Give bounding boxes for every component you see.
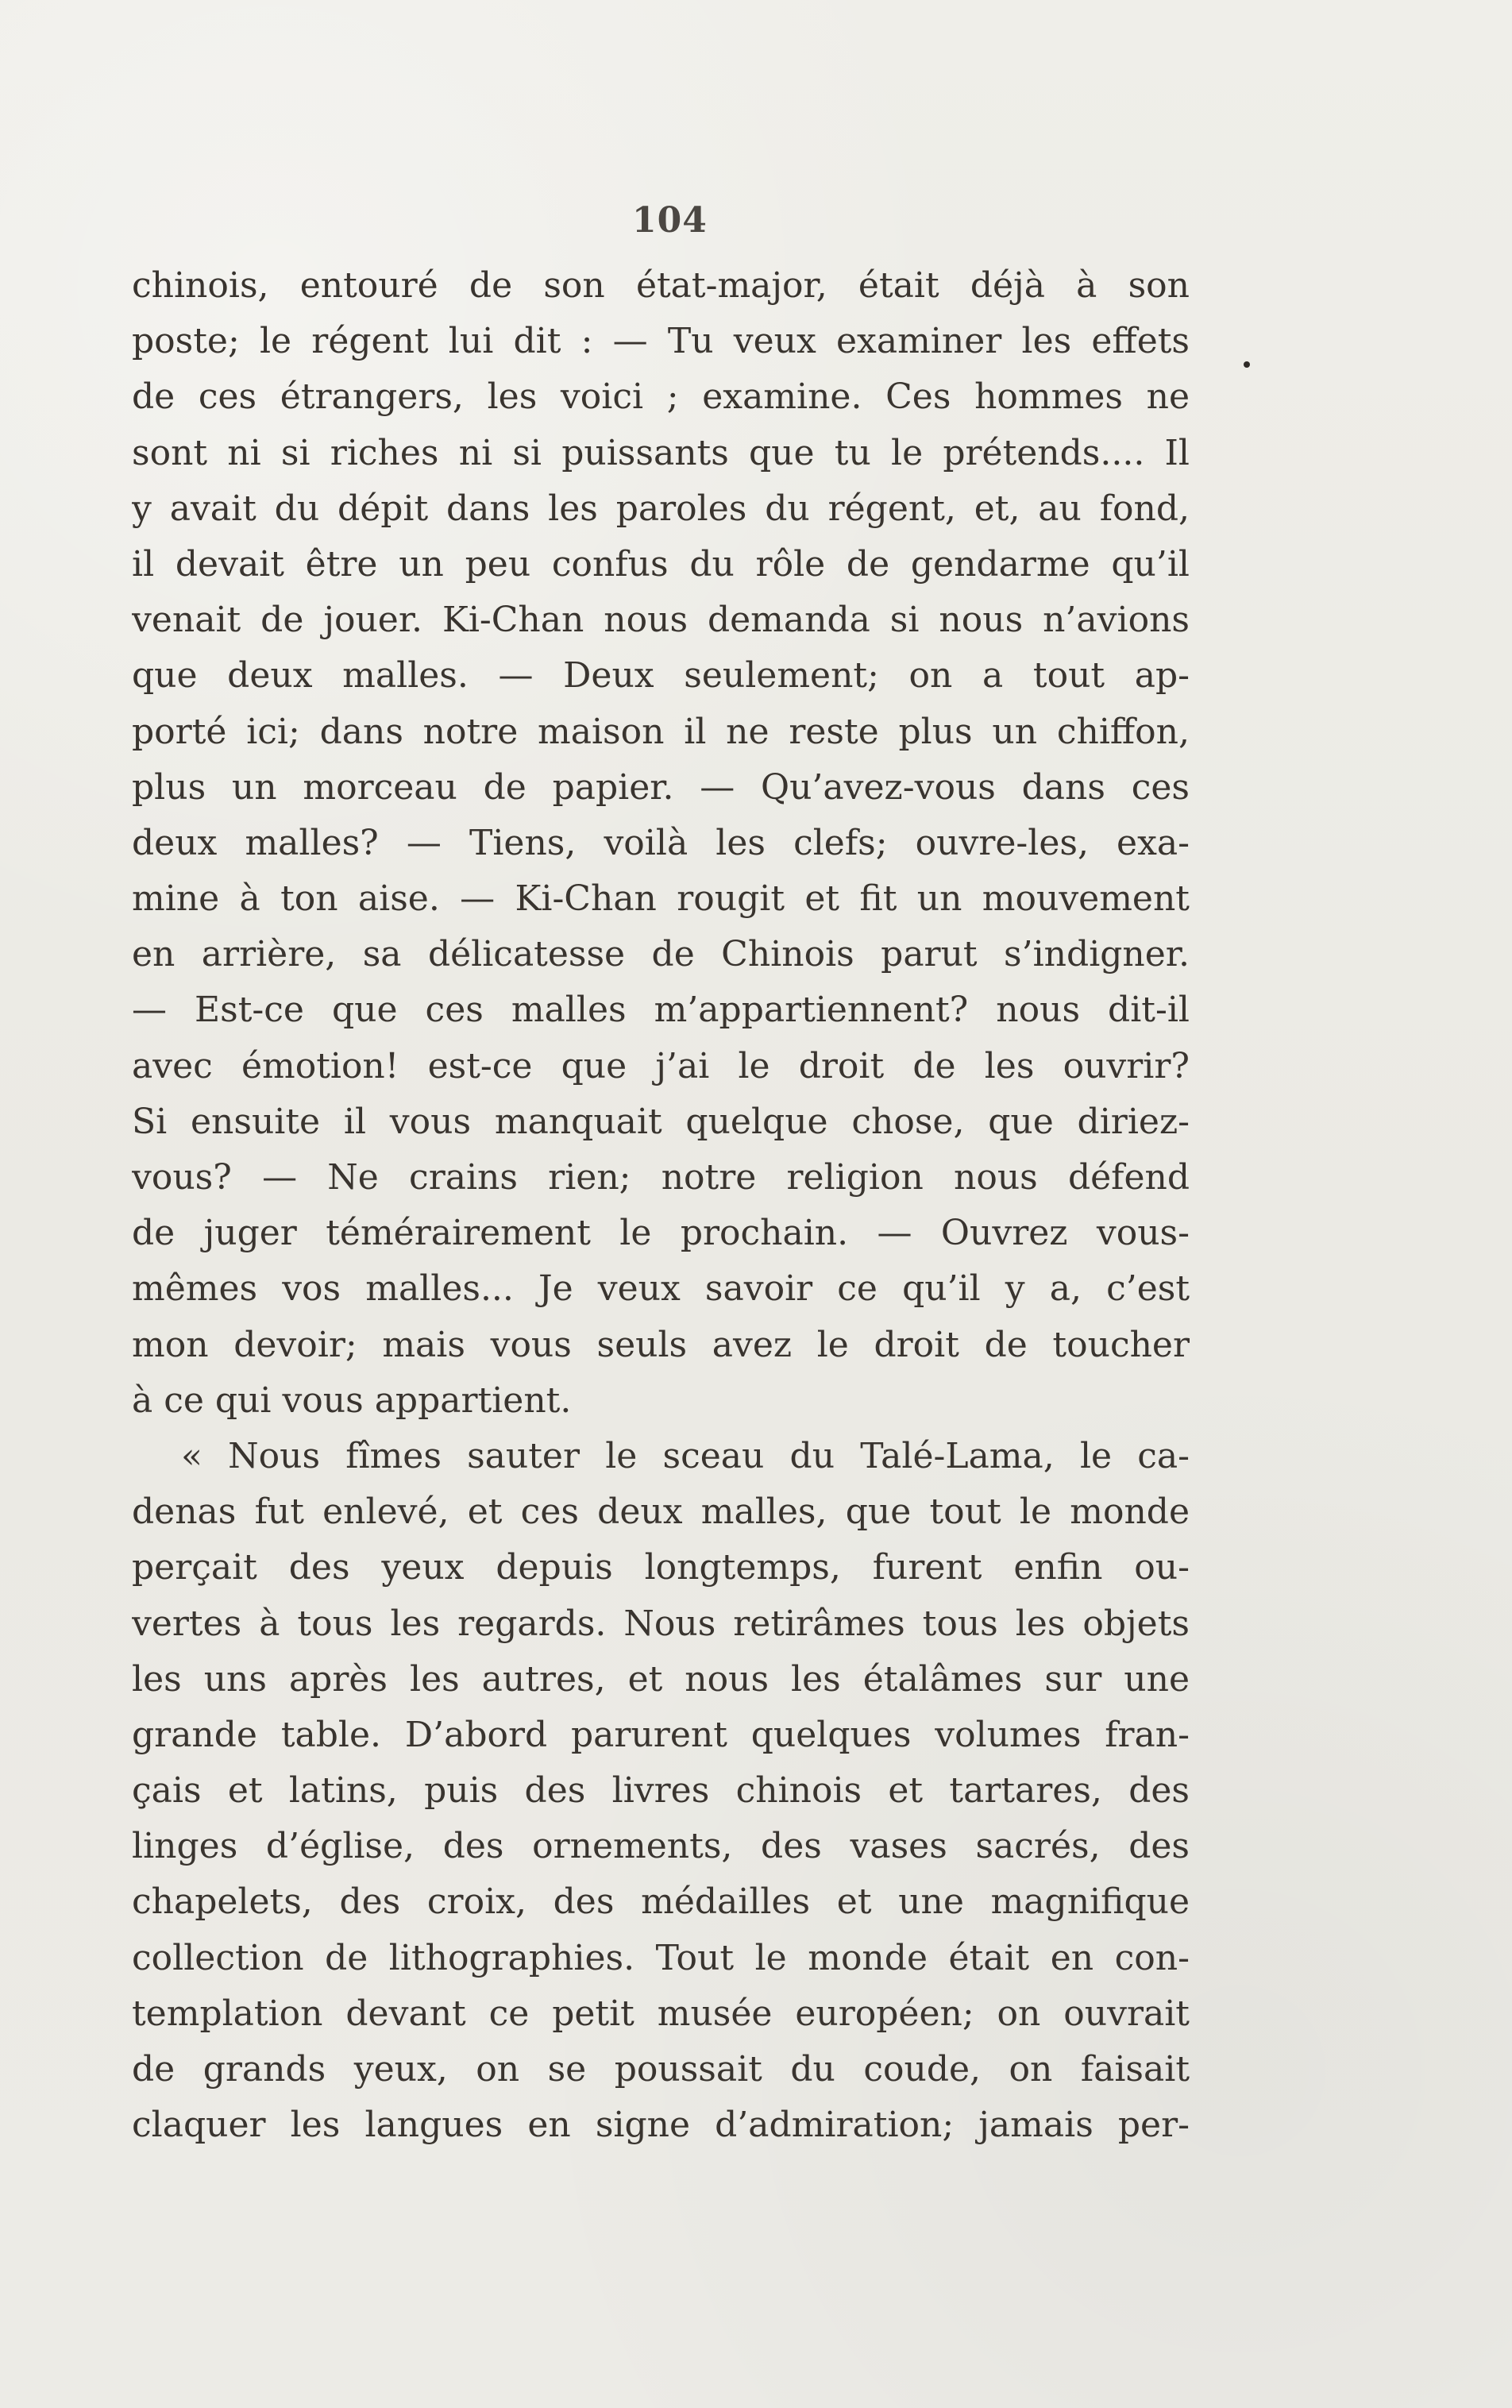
text-line: en arrière, sa délicatesse de Chinois parut s’indigner. bbox=[132, 934, 1190, 975]
text-line: les uns après les autres, et nous les étalâmes sur une bbox=[132, 1658, 1190, 1700]
text-line: chinois, entouré de son état-major, était déjà à son bbox=[132, 265, 1190, 306]
text-line: à ce qui vous appartient. bbox=[132, 1380, 572, 1421]
text-line: de juger témérairement le prochain. — Ouvrez vous- bbox=[132, 1213, 1190, 1254]
text-line: plus un morceau de papier. — Qu’avez-vous dans ces bbox=[132, 766, 1190, 808]
paragraph-start-line: « Nous fîmes sauter le sceau du Talé-Lama, le ca- bbox=[181, 1435, 1190, 1476]
text-line: mon devoir; mais vous seuls avez le droit de toucher bbox=[132, 1324, 1190, 1365]
text-line: linges d’église, des ornements, des vases sacrés, des bbox=[132, 1826, 1190, 1867]
text-line: mine à ton aise. — Ki-Chan rougit et fit un mouvement bbox=[132, 878, 1190, 920]
page-number: 104 bbox=[632, 200, 708, 241]
text-line: denas fut enlevé, et ces deux malles, que tout le monde bbox=[132, 1491, 1190, 1533]
text-line: Si ensuite il vous manquait quelque chose, que diriez- bbox=[132, 1101, 1190, 1142]
text-line: avec émotion! est-ce que j’ai le droit de les ouvrir? bbox=[132, 1045, 1190, 1086]
text-line: collection de lithographies. Tout le monde était en con- bbox=[132, 1937, 1190, 1978]
text-line: vous? — Ne crains rien; notre religion nous défend bbox=[132, 1157, 1190, 1198]
text-line: claquer les langues en signe d’admiration; jamais per- bbox=[132, 2105, 1190, 2146]
text-line: perçait des yeux depuis longtemps, furent enfin ou- bbox=[132, 1547, 1190, 1588]
text-line: chapelets, des croix, des médailles et une magnifique bbox=[132, 1881, 1190, 1923]
text-line: mêmes vos malles... Je veux savoir ce qu’il y a, c’est bbox=[132, 1268, 1190, 1310]
text-line: sont ni si riches ni si puissants que tu le prétends.... Il bbox=[132, 432, 1190, 473]
text-line: que deux malles. — Deux seulement; on a tout ap- bbox=[132, 655, 1190, 697]
text-line: venait de jouer. Ki-Chan nous demanda si nous n’avions bbox=[132, 600, 1190, 641]
text-line: templation devant ce petit musée européen; on ouvrait bbox=[132, 1993, 1190, 2034]
text-line: vertes à tous les regards. Nous retirâmes tous les objets bbox=[132, 1603, 1190, 1644]
text-line: deux malles? — Tiens, voilà les clefs; ouvre-les, exa- bbox=[132, 822, 1190, 863]
text-line: — Est-ce que ces malles m’appartiennent? nous dit-il bbox=[132, 990, 1190, 1031]
text-line: grande table. D’abord parurent quelques volumes fran- bbox=[132, 1714, 1190, 1755]
text-line: porté ici; dans notre maison il ne reste plus un chiffon, bbox=[132, 711, 1190, 752]
text-line: il devait être un peu confus du rôle de gendarme qu’il bbox=[132, 543, 1190, 585]
text-line: poste; le régent lui dit : — Tu veux examiner les effets bbox=[132, 321, 1190, 362]
text-line: çais et latins, puis des livres chinois et tartares, des bbox=[132, 1770, 1190, 1812]
page-text bbox=[132, 258, 1190, 2153]
text-line: de ces étrangers, les voici ; examine. Ces hommes ne bbox=[132, 376, 1190, 418]
text-line: y avait du dépit dans les paroles du régent, et, au fond, bbox=[132, 488, 1190, 529]
margin-dot bbox=[1244, 361, 1250, 368]
text-line: de grands yeux, on se poussait du coude, on faisait bbox=[132, 2049, 1190, 2090]
